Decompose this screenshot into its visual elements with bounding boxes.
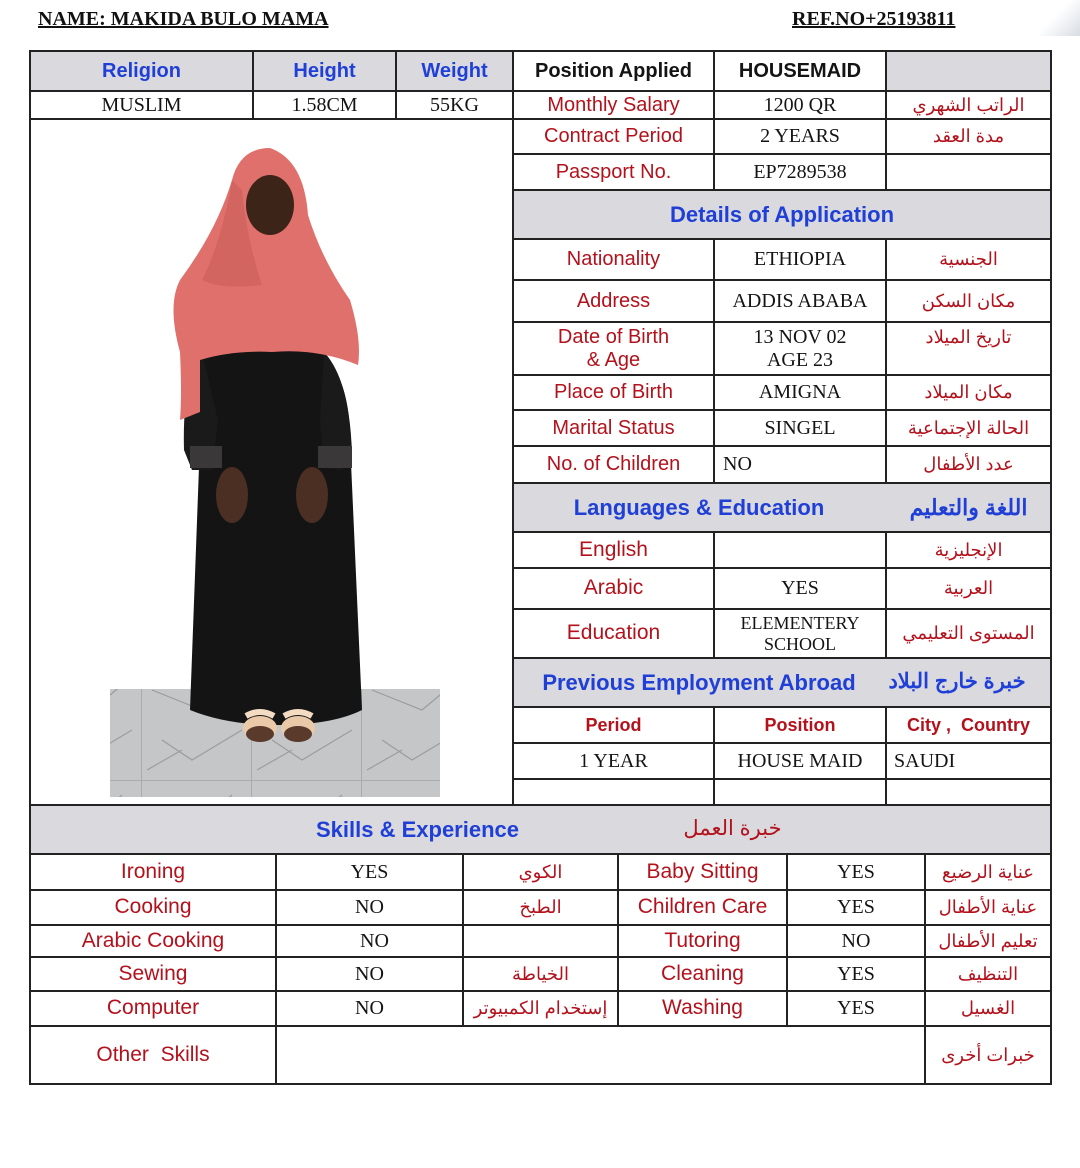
languages-title: Languages & Education [573,494,825,520]
skill-children-care-arabic: عناية الأطفال [938,897,1038,918]
place-of-birth-arabic: مكان الميلاد [924,382,1013,403]
candidate-photo [32,120,511,803]
marital-status-arabic: الحالة الإجتماعية [907,417,1030,438]
skill-cleaning-value: YES [837,962,875,985]
languages-title-arabic: اللغة والتعليم [909,494,1028,520]
dob-label [514,323,713,374]
arabic-arabic: العربية [943,578,994,599]
contract-period-value: 2 YEARS [760,125,840,147]
other-skills-value [277,1027,924,1083]
skill-computer-arabic: إستخدام الكمبيوتر [473,998,608,1019]
height-value: 1.58CM [291,93,358,116]
dob-arabic: تاريخ الميلاد [925,326,1012,347]
weight-label: Weight [421,59,488,82]
dob-date: 13 NOV 02 [753,325,847,348]
address-label: Address [576,289,651,312]
other-skills-arabic: خبرات أخرى [941,1044,1035,1065]
passport-label: Passport No. [555,160,672,183]
skill-baby-sitting-arabic: عناية الرضيع [941,861,1035,882]
nationality-arabic: الجنسية [939,249,998,270]
weight-value: 55KG [430,93,479,116]
dob-label-line2: & Age [586,348,641,371]
nationality-label: Nationality [566,248,661,270]
english-label: English [579,537,648,561]
children-label: No. of Children [546,453,681,475]
contract-period-label: Contract Period [544,125,683,147]
position-applied-value: HOUSEMAID [738,59,862,82]
monthly-salary-arabic: الراتب الشهري [912,94,1025,115]
page-corner-shadow [1040,0,1080,36]
education-label: Education [566,621,661,645]
reference-number: REF.NO+25193811 [792,8,956,30]
dob-label-line1: Date of Birth [557,325,670,348]
employment-title-arabic: خبرة خارج البلاد [888,670,1026,694]
other-skills-label: Other Skills [96,1042,210,1066]
skill-ironing-arabic: الكوي [518,861,563,882]
skill-baby-sitting-value: YES [837,860,875,883]
address-arabic: مكان السكن [921,290,1016,311]
religion-label: Religion [102,59,181,82]
nationality-value: ETHIOPIA [753,248,847,270]
skill-baby-sitting-label: Baby Sitting [646,859,759,883]
dob-age: AGE 23 [766,348,834,371]
skill-sewing-label: Sewing [118,961,188,985]
religion-value: MUSLIM [101,93,182,116]
skill-washing-value: YES [837,997,875,1019]
employment-title: Previous Employment Abroad [542,669,856,695]
skill-arabic-cooking-value: NO [360,929,389,952]
place-of-birth-label: Place of Birth [554,381,673,403]
contract-period-arabic: مدة العقد [932,126,1005,147]
skill-cooking-arabic: الطبخ [519,897,562,918]
arabic-label: Arabic [583,576,644,600]
place-of-birth-value: AMIGNA [758,381,842,403]
skills-title: Skills & Experience [316,816,519,842]
education-value-line1: ELEMENTERY [740,612,860,633]
passport-value: EP7289538 [753,160,847,183]
employment-period-value: 1 YEAR [579,749,648,772]
period-column-header: Period [585,714,642,735]
education-arabic: المستوى التعليمي [902,623,1035,644]
position-applied-label: Position Applied [534,59,693,82]
position-column-header: Position [764,714,836,735]
marital-status-value: SINGEL [764,416,836,439]
skill-tutoring-value: NO [841,929,871,952]
employment-position-value: HOUSE MAID [737,749,863,772]
details-title: Details of Application [669,201,895,227]
skill-cooking-value: NO [355,896,384,918]
skill-tutoring-arabic: تعليم الأطفال [938,930,1038,951]
english-value [715,533,885,567]
skill-children-care-label: Children Care [637,895,768,919]
dob-value [715,323,885,374]
education-value-line2: SCHOOL [763,633,836,654]
city-column-header: City , Country [906,714,1030,735]
employment-city-value: SAUDI [894,749,956,772]
skill-tutoring-label: Tutoring [664,928,741,952]
candidate-name: NAME: MAKIDA BULO MAMA [38,8,329,30]
monthly-salary-value: 1200 QR [763,93,837,116]
skill-sewing-arabic: الخياطة [512,963,569,984]
skill-ironing-value: YES [350,860,389,883]
children-value: NO [723,453,752,475]
monthly-salary-label: Monthly Salary [547,93,680,116]
arabic-value: YES [781,577,819,599]
skill-cleaning-label: Cleaning [661,961,744,985]
skill-children-care-value: YES [837,896,875,918]
skill-arabic-cooking-label: Arabic Cooking [81,928,225,952]
skill-cleaning-arabic: التنظيف [957,963,1019,984]
skill-computer-label: Computer [106,996,200,1020]
skill-computer-value: NO [355,997,384,1019]
skill-washing-label: Washing [662,996,743,1020]
skill-cooking-label: Cooking [114,895,192,919]
skill-arabic-cooking-arabic [464,926,617,956]
address-value: ADDIS ABABA [732,289,868,312]
marital-status-label: Marital Status [552,416,675,439]
passport-arabic [887,155,1050,189]
english-arabic: الإنجليزية [934,539,1003,560]
skill-sewing-value: NO [355,962,384,985]
children-arabic: عدد الأطفال [923,454,1014,475]
skill-washing-arabic: الغسيل [960,998,1016,1019]
top-right-header-bg [886,51,1050,90]
skills-title-arabic: خبرة العمل [683,817,782,841]
education-value [715,610,885,657]
skill-ironing-label: Ironing [120,859,186,883]
height-label: Height [293,59,356,82]
